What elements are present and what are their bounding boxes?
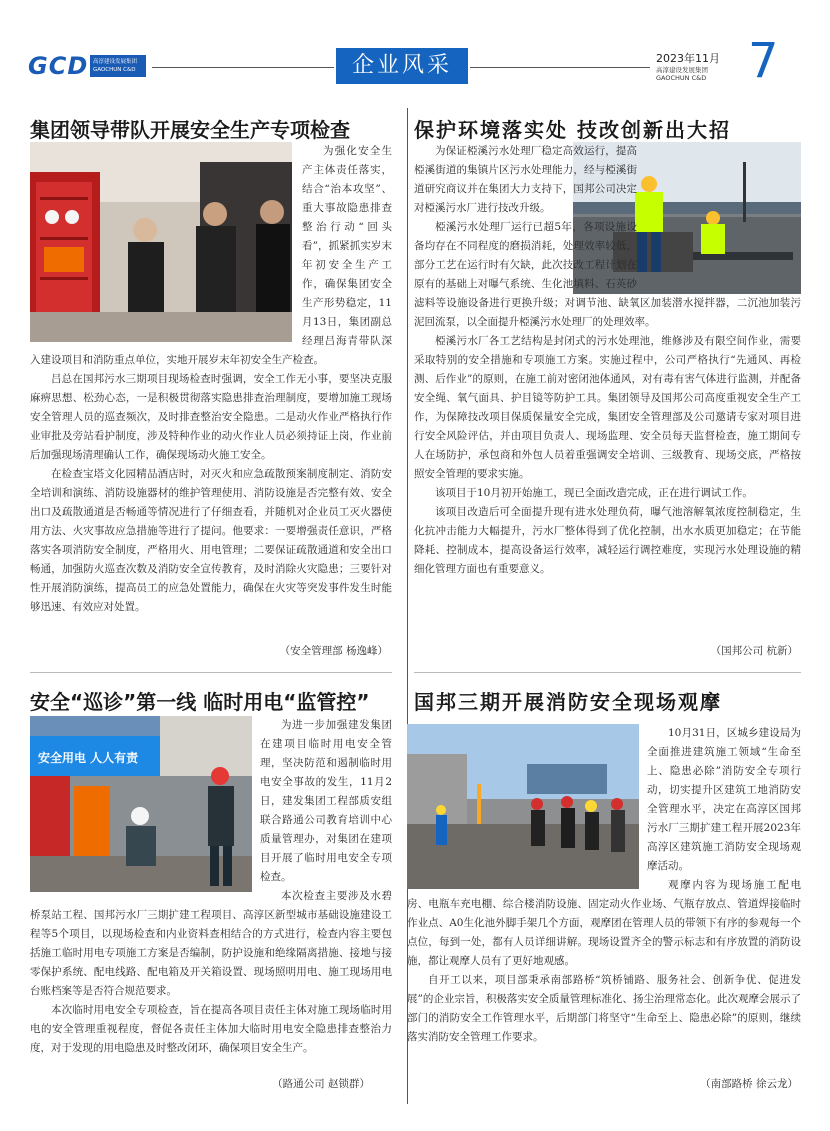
header-org-en: GAOCHUN C&D: [656, 74, 707, 82]
article1-paragraph3: 在检查宝塔文化园精品酒店时，对灭火和应急疏散预案制度制定、消防安全培训和演练、消防设施器材的维护管理使用、消防设施是否完整有效、安全出口及疏散通道是否畅通等情况进行了仔细查看，并随机对企业员工灭火器使用方法、火灾事故应急措施等进行了提问。他要求：一要增强责任意识，严格落实各项消防安全制度，严格用火、用电管理；二要保证疏散通道和安全出口畅通，加强防火巡查次数及消防安全宣传教育，及时消除火灾隐患；三要针对性开展消防演练，提高员工的应急处置能力，确保在火灾等突发事件发生时能够迅速、有效应对处置。: [30, 468, 392, 613]
article1-body: [30, 142, 392, 617]
header-divider-left: [152, 67, 334, 68]
article2-paragraph5: 该项目改造后可全面提升现有进水处理负荷，曝气池溶解氧浓度控制稳定，生化抗冲击能力大幅提升，污水厂整体得到了优化控制，出水水质更加稳定；在节能降耗、控制成本，提高设备运行效率，减轻运行调控难度，实现污水处理设施的精细化管理方面也有重要意义。: [414, 506, 801, 575]
article2-title: 保护环境落实处 技改创新出大招: [414, 118, 731, 142]
article1-signature: （安全管理部 杨逸峰）: [279, 645, 388, 657]
article3-body: [30, 716, 392, 1058]
article3-intro: 为进一步加强建发集团在建项目临时用电安全管理，坚决防范和遏制临时用电安全事故的发生，11月2日，建发集团工程部质安组联合路通公司教育培训中心质量管理办，对集团在建项目开展了临时用电安全专项检查。: [260, 719, 392, 883]
logo-cn: 高淳建设发展集团: [93, 59, 138, 65]
article3-photo-sign: 安全用电 人人有责: [38, 751, 139, 765]
right-separator: [414, 672, 801, 673]
article2-signature: （国邦公司 杭新）: [710, 645, 798, 657]
header-divider-right: [470, 67, 650, 68]
article4-title: 国邦三期开展消防安全现场观摩: [414, 690, 722, 714]
article4-signature: （南部路桥 徐云龙）: [700, 1078, 798, 1090]
article2-paragraph4: 该项目于10月初开始施工，现已全面改造完成，正在进行调试工作。: [435, 487, 753, 499]
header-org-cn: 高淳建设发展集团: [656, 66, 708, 74]
article1-paragraph2: 吕总在国邦污水三期项目现场检查时强调，安全工作无小事，要坚决克服麻痹思想、松劲心态，一是积极贯彻落实隐患排查治理制度，要增加施工现场安全管理人员的巡查频次，及时排查整治安全隐患。二是动火作业严格执行作业审批及旁站看护制度，涉及特种作业的动火作业人员必须持证上岗，作业前后加强现场清理确认工作，确保现场动火施工安全。: [30, 373, 392, 461]
article3-paragraph2: 本次检查主要涉及水碧桥泵站工程、国邦污水厂三期扩建工程项目、高淳区新型城市基础设施建设工程等5个项目，以现场检查和内业资料查相结合的方式进行，检查内容主要包括施工临时用电专项施工方案是否编制，防护设施和绝缘隔离措施、接地与接零保护系统、配电线路、配电箱及开关箱设置、现场照明用电、施工现场用电台账档案等是否符合规范要求。: [30, 890, 392, 997]
article4-intro: 10月31日，区城乡建设局为全面推进建筑施工领域“生命至上、隐患必除”消防安全专项行动，切实提升区建筑工地消防安全管理水平，决定在高淳区国邦污水厂三期扩建工程开展2023年高淳区建筑施工消防安全现场观摩活动。: [647, 727, 801, 872]
issue-date: 2023年11月: [656, 52, 720, 65]
article4-paragraph3: 自开工以来，项目部秉承南部路桥“筑桥铺路、服务社会、创新争优、促进发展”的企业宗旨，积极落实安全质量管理标准化、扬尘治理常态化。此次观摩会展示了部门的消防安全工作管理水平，后期部门将坚守“生命至上、隐患必除”的原则，继续落实消防安全管理工作要求。: [407, 974, 801, 1043]
article4-paragraph2: 观摩内容为现场施工配电房、电瓶车充电棚、综合楼消防设施、固定动火作业场、气瓶存放点、管道焊接临时作业点、A0生化池外脚手架几个方面，观摩团在管理人员的带领下有序的参观每一个点位，每到一处，都有人员详细讲解。现场设置齐全的警示标志和有序放置的消防设施，都让观摩人员有了更好地观感。: [407, 879, 801, 967]
article3-signature: （路通公司 赵锁群）: [272, 1078, 370, 1090]
left-separator: [30, 672, 392, 673]
logo-subtitle: [90, 55, 146, 77]
header-org: [656, 66, 708, 82]
logo-en: GAOCHUN C&D: [93, 67, 136, 73]
section-title: 企业风采: [336, 48, 468, 84]
article2-body: [414, 142, 801, 579]
gcd-logo: GCD: [28, 52, 89, 80]
article3-paragraph3: 本次临时用电安全专项检查，旨在提高各项目责任主体对施工现场临时用电的安全管理重视程度，督促各责任主体加大临时用电安全隐患排查整治力度，对于发现的用电隐患及时整改闭环，确保项目安全生产。: [30, 1004, 392, 1054]
article4-body: [407, 724, 801, 1047]
article3-title: 安全“巡诊”第一线 临时用电“监管控”: [30, 690, 370, 714]
page-number: 7: [748, 33, 779, 89]
article2-paragraph2: 椏溪污水处理厂运行已超5年，各项设施设备均存在不同程度的磨损消耗，处理效率较低，部分工艺在运行时有欠缺，此次技改工程计划在原有的基础上对曝气系统、生化池填料、石英砂滤料等设施设备进行更换升级；对调节池、缺氧区加装潜水搅拌器，二沉池加装污泥回流泵，以全面提升椏溪污水处理厂的处理效率。: [414, 221, 801, 328]
article2-intro: 为保证椏溪污水处理厂稳定高效运行，提高椏溪街道的集镇片区污水处理能力，经与椏溪街道研究商议并在集团大力支持下，国邦公司决定对椏溪污水厂进行技改升级。: [414, 145, 637, 214]
article1-title: 集团领导带队开展安全生产专项检查: [30, 118, 350, 142]
article1-intro: 为强化安全生产主体责任落实，结合“治本攻坚”、重大事故隐患排查整治行动“回头看”，抓紧抓实岁末年初安全生产工作，确保集团安全生产形势稳定，11月13日，集团副总经理吕海青带队深入建设项目和消防重点单位，实地开展岁末年初安全生产检查。: [30, 145, 392, 366]
article2-paragraph3: 椏溪污水厂各工艺结构是封闭式的污水处理池，维修涉及有限空间作业，需要采取特别的安全措施和专项施工方案。实施过程中，公司严格执行“先通风、再检测、后作业”的原则，在施工前对密闭池体通风，对有毒有害气体进行监测，并配备安全绳、氧气面具、护目镜等防护工具。集团领导及国邦公司高度重视安全生产工作，为保障技改项目保质保量安全完成，集团安全管理部及公司邀请专家对项目进行安全风险评估，并由项目负责人、现场监理、安全员每天监督检查，施工期间专人在场防护，承包商和外包人员着重强调安全培训、三级教育、现场交底，严格按照安全管理的要求实施。: [414, 335, 801, 480]
